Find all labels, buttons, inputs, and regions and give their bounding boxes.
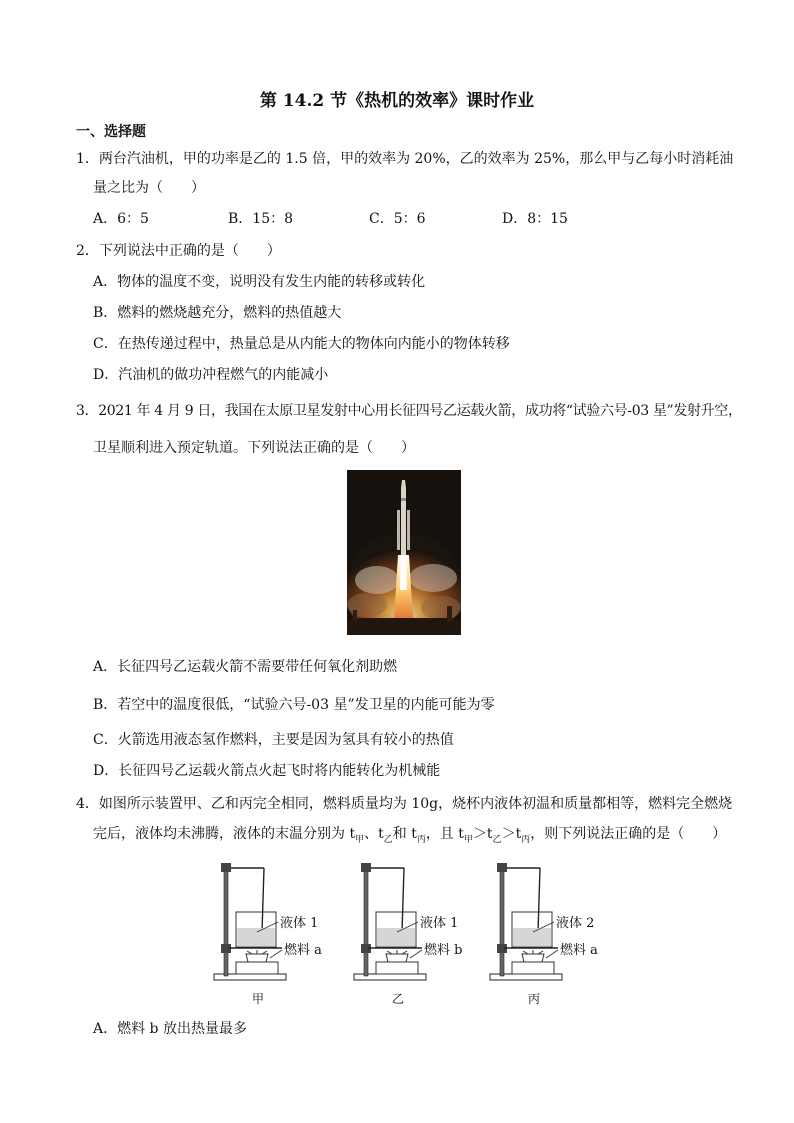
q4-text-mid: ，且 t xyxy=(425,826,464,842)
q4-option-a: A．燃料 b 放出热量最多 xyxy=(93,1021,247,1037)
q1-stem-line2: 量之比为（ ） xyxy=(93,180,205,196)
apparatus-figure-bing xyxy=(488,854,608,1004)
q3-option-d: D．长征四号乙运载火箭点火起飞时将内能转化为机械能 xyxy=(93,763,441,779)
rocket-launch-photo xyxy=(347,470,461,635)
fig-jia-fuel-label: 燃料 a xyxy=(284,943,322,958)
q2-option-d: D．汽油机的做功冲程燃气的内能减小 xyxy=(93,367,329,383)
q1-option-d: D．8：15 xyxy=(502,211,568,227)
q4-sub-bing: 丙 xyxy=(416,834,426,845)
section-heading: 一、选择题 xyxy=(76,124,146,140)
fig-yi-fuel-label: 燃料 b xyxy=(424,943,463,958)
q1-option-a: A．6：5 xyxy=(93,211,149,227)
q2-stem: 2．下列说法中正确的是（ ） xyxy=(76,243,281,259)
q4-text-gt1: ＞t xyxy=(472,826,493,842)
q3-stem-line1: 3．2021 年 4 月 9 日，我国在太原卫星发射中心用长征四号乙运载火箭，成功将“试验六号-03 星”发射升空， xyxy=(76,403,742,419)
q2-option-a: A．物体的温度不变，说明没有发生内能的转移或转化 xyxy=(93,274,426,290)
fig-yi-liquid-label: 液体 1 xyxy=(420,916,459,931)
apparatus-figure-yi xyxy=(352,854,472,1004)
rocket-launch-illustration xyxy=(347,470,461,635)
fig-yi-caption: 乙 xyxy=(392,992,405,1006)
q4-text-tail: ，则下列说法正确的是（ ） xyxy=(530,826,727,842)
q2-option-b: B．燃料的燃烧越充分，燃料的热值越大 xyxy=(93,305,342,321)
q4-text-sep: 、t xyxy=(364,826,384,842)
q4-sub-yi: 乙 xyxy=(383,834,393,845)
q2-option-c: C．在热传递过程中，热量总是从内能大的物体向内能小的物体转移 xyxy=(93,336,510,352)
q3-option-c: C．火箭选用液态氢作燃料，主要是因为氢具有较小的热值 xyxy=(93,732,454,748)
q3-stem-line2: 卫星顺利进入预定轨道。下列说法正确的是（ ） xyxy=(93,440,415,456)
page-title: 第 14.2 节《热机的效率》课时作业 xyxy=(259,91,535,111)
fig-bing-liquid-label: 液体 2 xyxy=(556,916,595,931)
q1-option-b: B．15：8 xyxy=(228,211,294,227)
q4-sub-jia: 甲 xyxy=(355,834,365,845)
q4-stem-line2 xyxy=(93,823,726,845)
fig-bing-caption: 丙 xyxy=(528,992,541,1006)
q4-text-a: 完后，液体均未沸腾，液体的末温分别为 t xyxy=(93,826,356,842)
apparatus-figure-jia xyxy=(212,854,332,1004)
q1-stem-line1: 1．两台汽油机，甲的功率是乙的 1.5 倍，甲的效率为 20%，乙的效率为 25%，那么甲与乙每小时消耗油 xyxy=(76,151,734,167)
q4-sub-jia-2: 甲 xyxy=(463,834,473,845)
fig-jia-caption: 甲 xyxy=(252,992,265,1006)
fig-jia-liquid-label: 液体 1 xyxy=(280,916,319,931)
q4-text-gt2: ＞t xyxy=(501,826,522,842)
q3-option-a: A．长征四号乙运载火箭不需要带任何氧化剂助燃 xyxy=(93,659,398,675)
fig-bing-fuel-label: 燃料 a xyxy=(560,943,598,958)
q4-text-and: 和 t xyxy=(392,826,417,842)
q3-option-b: B．若空中的温度很低，“试验六号-03 星”发卫星的内能可能为零 xyxy=(93,697,495,713)
q4-stem-line1: 4．如图所示装置甲、乙和丙完全相同，燃料质量均为 10g，烧杯内液体初温和质量都相等，燃料完全燃烧 xyxy=(76,796,733,812)
q4-sub-yi-2: 乙 xyxy=(492,834,502,845)
q1-option-c: C．5：6 xyxy=(369,211,426,227)
q4-sub-bing-2: 丙 xyxy=(521,834,531,845)
